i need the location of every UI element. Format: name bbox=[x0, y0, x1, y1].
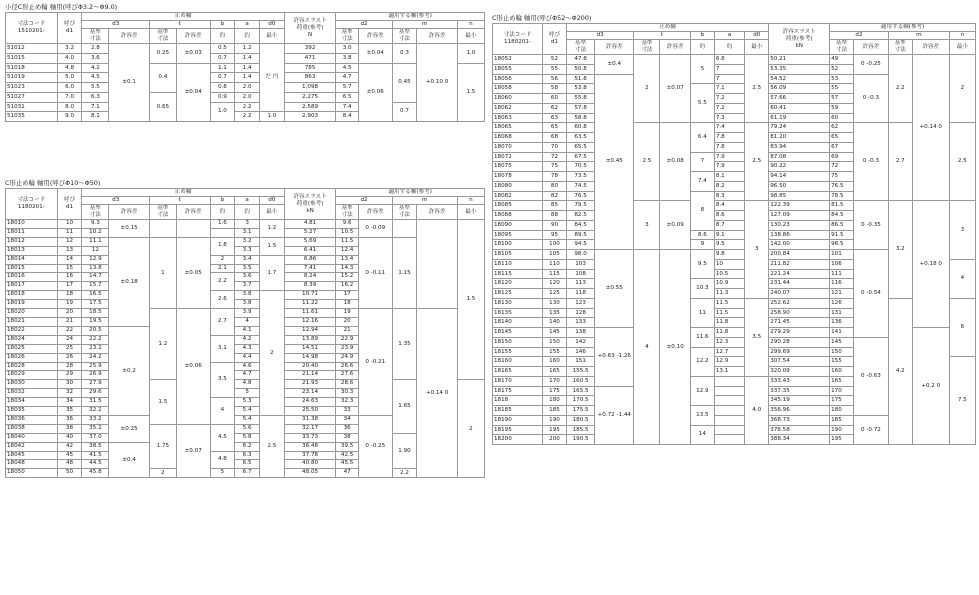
table-row: 18140 140 133 11.8 271.45 136 bbox=[493, 318, 976, 328]
table-row: 18019 19 17.5 3.8 11.22 18 bbox=[6, 300, 485, 309]
table-row: 18018 18 16.5 2.6 3.8 2 10.71 17 bbox=[6, 291, 485, 300]
table-row: 18017 17 15.7 3.7 8.39 16.2 bbox=[6, 282, 485, 291]
right-h-tol: 許容差 bbox=[854, 40, 889, 55]
table-row: 18075 75 70.5 7.9 90.22 72 bbox=[493, 162, 976, 172]
table-row: 18175 175 165.5 +0.72 -1.44 337.35 170 bbox=[493, 386, 976, 396]
table-row: 18090 90 84.5 8.7 130.23 86.5 bbox=[493, 220, 976, 230]
table-row: 18013 13 12 3.3 6.41 12.4 bbox=[6, 246, 485, 255]
table-row: 18014 14 12.9 2 3.4 1.7 6.86 13.4 bbox=[6, 255, 485, 264]
table-row: 18024 24 22.2 3.1 4.2 13.89 22.9 bbox=[6, 335, 485, 344]
right-h-min: 最小 bbox=[745, 40, 769, 55]
right-h-tol: 許容差 bbox=[660, 40, 690, 55]
small-h-shaft: 適用する軸(参考) bbox=[336, 13, 485, 21]
right-table-title: C形止め輪 軸用(呼びΦ52〜Φ200) bbox=[492, 14, 592, 22]
right-h-approx: 約 bbox=[690, 40, 714, 55]
table-row: 18150 150 142 12.3 290.28 145 0 -0.63 bbox=[493, 337, 976, 347]
mid-h-std: 基準 寸法 bbox=[336, 205, 358, 220]
mid-h-min: 最小 bbox=[457, 205, 484, 220]
table-row: 18030 30 27.9 1.5 4.8 21.93 28.6 1.65 2 bbox=[6, 380, 485, 389]
mid-h-t: t bbox=[149, 197, 210, 205]
mid-h-thrust: 許容スラスト 荷重(参考) kN bbox=[284, 189, 336, 220]
right-h-t: t bbox=[634, 32, 691, 40]
table-row: 18022 22 20.5 ±0.2 4.1 12.94 21 bbox=[6, 326, 485, 335]
table-row: 18056 56 51.8 ±0.45 7 54.52 53 0 -0.3 bbox=[493, 74, 976, 84]
small-h-ring: 止め輪 bbox=[82, 13, 284, 21]
small-h-t: t bbox=[149, 21, 210, 29]
table-row: 51018 4.8 4.2 0.4 ±0.04 1.1 1.4 785 4.5 ±0.06 0.45 1.5 bbox=[6, 63, 485, 73]
table-row: 18068 68 63.5 7.8 81.20 65 bbox=[493, 133, 976, 143]
mid-h-code: 寸法コード 1180201- bbox=[6, 189, 58, 220]
table-row: 18078 78 73.5 7.4 8.1 94.14 75 bbox=[493, 172, 976, 182]
table-row: 18100 100 94.5 9 9.5 142.00 96.5 bbox=[493, 240, 976, 250]
mid-h-approx: 約 bbox=[235, 205, 260, 220]
mid-h-d2: d2 bbox=[336, 197, 392, 205]
table-row: 18040 40 37.0 5.8 33.73 38 1.90 bbox=[6, 433, 485, 442]
small-h-b: b bbox=[210, 21, 235, 29]
table-row: 18020 20 18.5 1.2 ±0.06 2.7 3.9 11.61 19 0 -0.21 1.35 +0.14 0 bbox=[6, 309, 485, 318]
right-h-std: 基準 寸法 bbox=[830, 40, 854, 55]
table-row: 51023 6.0 5.5 0.8 2.0 1,098 5.7 bbox=[6, 83, 485, 93]
small-h-n: n bbox=[457, 21, 484, 29]
table-row: 18015 15 13.8 2.1 3.5 7.41 14.3 bbox=[6, 264, 485, 273]
table-row: 18035 35 32.2 5.4 25.50 33 bbox=[6, 407, 485, 416]
right-h-tol: 許容差 bbox=[912, 40, 949, 55]
right-h-d0: d0 bbox=[745, 32, 769, 40]
table-row: 18011 11 10.2 3.1 5.27 10.5 bbox=[6, 228, 485, 237]
table-row: 18026 26 24.2 4.4 14.98 24.9 bbox=[6, 353, 485, 362]
small-h-std: 基準 寸法 bbox=[392, 29, 417, 44]
table-row: 18195 195 185.5 14 376.58 190 bbox=[493, 425, 976, 435]
table-row: 18170 170 160.5 12.9 4.0 333.43 165 bbox=[493, 376, 976, 386]
table-row: 18045 45 41.5 4.8 6.3 37.78 42.5 bbox=[6, 451, 485, 460]
mid-h-approx: 約 bbox=[210, 205, 235, 220]
right-h-std: 基準 寸法 bbox=[634, 40, 660, 55]
table-row: 18060 60 55.8 7.2 57.66 57 bbox=[493, 94, 976, 104]
mid-h-a: a bbox=[235, 197, 260, 205]
table-row: 18105 105 98.0 ±0.55 4 ±0.10 9.5 9.8 200.84 101 0 -0.54 bbox=[493, 250, 976, 260]
right-h-d3: d3 bbox=[566, 32, 633, 40]
table-row: 18080 80 74.5 8.2 96.50 76.5 bbox=[493, 181, 976, 191]
small-h-std: 基準 寸法 bbox=[336, 29, 358, 44]
table-row: 51027 7.0 6.3 0.65 0.9 2.0 2,275 6.5 bbox=[6, 92, 485, 102]
small-table-block bbox=[5, 3, 485, 122]
table-row: 18016 16 14.7 2.2 3.6 8.24 15.2 bbox=[6, 273, 485, 282]
mid-h-shaft: 適用する軸(参考) bbox=[336, 189, 485, 197]
right-h-std: 基準 寸法 bbox=[888, 40, 912, 55]
right-h-min: 最小 bbox=[949, 40, 975, 55]
mid-h-min: 最小 bbox=[259, 205, 284, 220]
table-row: 18032 32 29.6 5 23.14 30.3 bbox=[6, 389, 485, 398]
right-h-thrust: 許容スラスト 荷重(参考) kN bbox=[769, 24, 830, 55]
small-h-d2: d2 bbox=[336, 21, 392, 29]
table-row: 18052 52 47.8 ±0.4 2 ±0.07 5 6.8 2.5 50.21 49 0 -0.25 2.2 +0.14 0 2 bbox=[493, 55, 976, 65]
table-row: 51019 5.0 4.5 0.7 1.4 863 4.7 bbox=[6, 73, 485, 83]
table-row: 18190 190 180.5 368.73 185 0 -0.72 bbox=[493, 415, 976, 425]
mid-h-tol: 許容差 bbox=[109, 205, 149, 220]
table-row: 18036 36 33.2 ±0.25 5.4 2.5 31.38 34 0 -0.25 bbox=[6, 415, 485, 424]
small-h-std: 基準 寸法 bbox=[149, 29, 176, 44]
small-ring-table bbox=[5, 12, 485, 122]
table-row: 51031 8.0 7.1 1.0 2.2 2,589 7.4 0.7 bbox=[6, 102, 485, 112]
small-h-approx: 約 bbox=[235, 29, 260, 44]
table-row: 18120 120 113 10.3 10.9 231.44 116 bbox=[493, 279, 976, 289]
right-h-shaft: 適用する軸(参考) bbox=[830, 24, 976, 32]
right-h-m: m bbox=[888, 32, 949, 40]
mid-h-tol: 許容差 bbox=[358, 205, 392, 220]
mid-h-std: 基準 寸法 bbox=[392, 205, 417, 220]
right-table-block bbox=[492, 14, 976, 445]
small-h-min: 最小 bbox=[259, 29, 284, 44]
table-row: 18062 62 57.8 7.2 60.41 59 bbox=[493, 103, 976, 113]
small-h-m: m bbox=[392, 21, 457, 29]
table-row: 18065 65 60.8 2.5 ±0.08 6.4 7.4 2.5 79.24 62 0 -0.3 2.7 2.5 bbox=[493, 123, 976, 133]
small-h-tol: 許容差 bbox=[176, 29, 210, 44]
mid-h-d3: d3 bbox=[82, 197, 149, 205]
table-row: 18028 28 25.9 3.5 4.6 20.40 26.6 bbox=[6, 362, 485, 371]
small-h-nom: 呼び d1 bbox=[57, 13, 82, 44]
mid-h-ring: 止め輪 bbox=[82, 189, 284, 197]
table-row: 18070 70 65.5 7.8 83.94 67 bbox=[493, 142, 976, 152]
table-row: 18110 110 103 10 211.82 106 4 bbox=[493, 259, 976, 269]
right-h-b: b bbox=[690, 32, 714, 40]
right-h-std: 基準 寸法 bbox=[566, 40, 594, 55]
table-row: 18029 29 26.9 4.7 21.14 27.6 bbox=[6, 371, 485, 380]
table-row: 18125 125 118 11.3 240.07 121 bbox=[493, 289, 976, 299]
mid-table-block bbox=[5, 179, 485, 478]
table-row: 18088 88 82.5 8.6 127.09 84.5 bbox=[493, 211, 976, 221]
table-row: 18012 12 11.1 ±0.18 1 ±0.05 1.8 3.2 1.5 5.69 11.5 0 -0.11 1.15 bbox=[6, 237, 485, 246]
right-h-nom: 呼び d1 bbox=[543, 24, 567, 55]
small-h-d0: d0 bbox=[259, 21, 284, 29]
small-h-d3: d3 bbox=[82, 21, 149, 29]
table-row: 18025 25 23.2 4.3 14.51 23.9 bbox=[6, 344, 485, 353]
mid-h-std: 基準 寸法 bbox=[82, 205, 109, 220]
small-h-approx: 約 bbox=[210, 29, 235, 44]
table-row: 18130 130 123 11 11.5 3.5 252.62 126 4.2 6 bbox=[493, 298, 976, 308]
table-row: 51015 4.0 3.6 0.7 1.4 471 3.8 bbox=[6, 53, 485, 63]
table-row: 18042 42 38.5 ±0.4 6.2 36.48 39.5 bbox=[6, 442, 485, 451]
mid-ring-table bbox=[5, 188, 485, 478]
small-h-thrust: 許容スラスト 荷重(参考) N bbox=[284, 13, 336, 44]
table-row: 18021 21 19.5 4 12.16 20 bbox=[6, 317, 485, 326]
mid-h-d0: d0 bbox=[259, 197, 284, 205]
table-row: 18135 135 128 11.5 258.90 131 bbox=[493, 308, 976, 318]
right-h-ring: 止め輪 bbox=[566, 24, 768, 32]
table-row: 18010 10 9.3 ±0.15 1.6 3 1.2 4.81 9.6 0 -0.09 1.5 bbox=[6, 220, 485, 229]
mid-h-std: 基準 寸法 bbox=[149, 205, 176, 220]
small-h-tol: 許容差 bbox=[417, 29, 457, 44]
right-h-a: a bbox=[714, 32, 744, 40]
right-h-tol: 許容差 bbox=[595, 40, 634, 55]
table-row: 18038 38 35.2 1.75 ±0.07 4.5 5.6 32.17 36 bbox=[6, 424, 485, 433]
table-row: 51012 3.2 2.8 ±0.1 0.25 ±0.03 0.5 1.2 だ 円 392 3.0 ±0.04 0.3 +0.10 0 1.0 bbox=[6, 44, 485, 54]
table-row: 18055 55 50.8 7 53.35 52 bbox=[493, 64, 976, 74]
mid-h-tol: 許容差 bbox=[176, 205, 210, 220]
mid-h-nom: 呼び d1 bbox=[57, 189, 82, 220]
table-row: 51035 9.0 8.1 2.2 1.0 2,903 8.4 bbox=[6, 112, 485, 122]
small-h-a: a bbox=[235, 21, 260, 29]
right-ring-table bbox=[492, 23, 976, 445]
table-row: 18048 48 44.5 6.5 40.80 45.5 bbox=[6, 460, 485, 469]
table-row: 18050 50 45.8 2 5 6.7 48.05 47 2.2 bbox=[6, 469, 485, 478]
small-table-title: 小径C形止め輪 軸用(呼びΦ3.2〜Φ9.0) bbox=[5, 3, 118, 11]
table-row: 18165 165 155.5 13.1 320.09 160 bbox=[493, 367, 976, 377]
small-h-code: 寸法コード 1510201- bbox=[6, 13, 58, 44]
table-row: 18072 72 67.5 7 7.9 87.08 69 bbox=[493, 152, 976, 162]
table-row: 18082 82 76.5 8 8.3 98.85 78.5 bbox=[493, 191, 976, 201]
table-row: 18063 63 58.8 7.3 61.19 60 bbox=[493, 113, 976, 123]
table-row: 18085 85 79.5 3 ±0.09 8.4 3 122.39 81.5 0 -0.35 3.2 +0.18 0 3 bbox=[493, 201, 976, 211]
small-h-std: 基準 寸法 bbox=[82, 29, 109, 44]
table-row: 18185 185 175.5 13.5 356.96 180 bbox=[493, 406, 976, 416]
table-row: 18115 115 108 10.5 221.24 111 bbox=[493, 269, 976, 279]
mid-table-title: C形止め輪 軸用(呼びΦ10〜Φ50) bbox=[5, 179, 101, 187]
table-row: 18095 95 89.5 8.6 9.1 138.86 91.5 bbox=[493, 230, 976, 240]
small-h-tol: 許容差 bbox=[358, 29, 392, 44]
mid-h-tol: 許容差 bbox=[417, 205, 457, 220]
table-row: 18034 34 31.5 4 5.3 24.63 32.3 bbox=[6, 398, 485, 407]
table-row: 18200 200 190.5 388.34 195 bbox=[493, 435, 976, 445]
right-h-approx: 約 bbox=[714, 40, 744, 55]
right-h-code: 寸法コード 1180201- bbox=[493, 24, 543, 55]
table-row: 18145 145 138 +0.63 -1.26 11.6 11.8 279.29 141 +0.2 0 bbox=[493, 328, 976, 338]
table-row: 18155 155 146 12.2 12.7 299.69 150 bbox=[493, 347, 976, 357]
mid-h-n: n bbox=[457, 197, 484, 205]
mid-h-b: b bbox=[210, 197, 235, 205]
right-h-n: n bbox=[949, 32, 975, 40]
right-h-d2: d2 bbox=[830, 32, 889, 40]
table-row: 18058 58 53.8 5.5 7.1 56.09 55 bbox=[493, 84, 976, 94]
small-h-tol: 許容差 bbox=[109, 29, 149, 44]
small-h-min: 最小 bbox=[457, 29, 484, 44]
table-row: 18160 160 151 12.9 307.54 155 7.5 bbox=[493, 357, 976, 367]
mid-h-m: m bbox=[392, 197, 457, 205]
table-row: 1818 180 170.5 345.19 175 bbox=[493, 396, 976, 406]
